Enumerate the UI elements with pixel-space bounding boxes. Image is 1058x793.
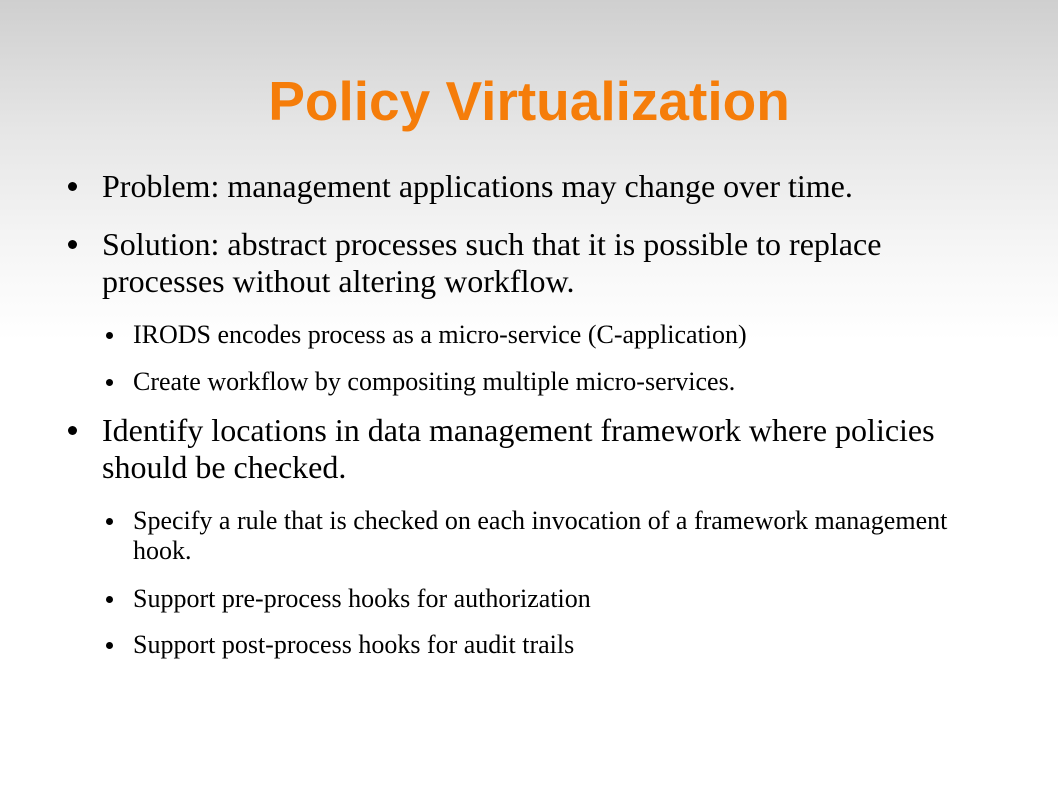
bullet-dot-icon <box>106 518 113 525</box>
bullet-dot-icon <box>106 596 113 603</box>
sub-bullet-text: Support pre-process hooks for authorization <box>133 584 591 613</box>
bullet-dot-icon <box>106 332 113 339</box>
sub-bullet-item <box>133 506 1003 566</box>
bullet-text: Identify locations in data management framework where policies should be checked. <box>102 412 935 485</box>
bullet-dot-icon <box>68 240 77 249</box>
sub-bullet-item <box>133 320 1003 350</box>
bullet-item <box>102 412 992 486</box>
sub-bullet-text: Create workflow by compositing multiple micro-services. <box>133 367 736 396</box>
slide-title: Policy Virtualization <box>268 70 790 132</box>
sub-bullet-text: Support post-process hooks for audit trails <box>133 630 575 659</box>
bullet-text: Solution: abstract processes such that it is possible to replace processes without altering workflow. <box>102 226 882 299</box>
bullet-item <box>102 168 992 205</box>
sub-bullet-item <box>133 584 1003 614</box>
bullet-text: Problem: management applications may change over time. <box>102 168 853 204</box>
bullet-dot-icon <box>68 426 77 435</box>
sub-bullet-item <box>133 367 1003 397</box>
bullet-dot-icon <box>106 379 113 386</box>
bullet-dot-icon <box>68 182 77 191</box>
bullet-dot-icon <box>106 642 113 649</box>
sub-bullet-item <box>133 630 1003 660</box>
sub-bullet-text: IRODS encodes process as a micro-service (C-application) <box>133 320 747 349</box>
sub-bullet-text: Specify a rule that is checked on each invocation of a framework management hook. <box>133 506 948 565</box>
bullet-item <box>102 226 992 300</box>
